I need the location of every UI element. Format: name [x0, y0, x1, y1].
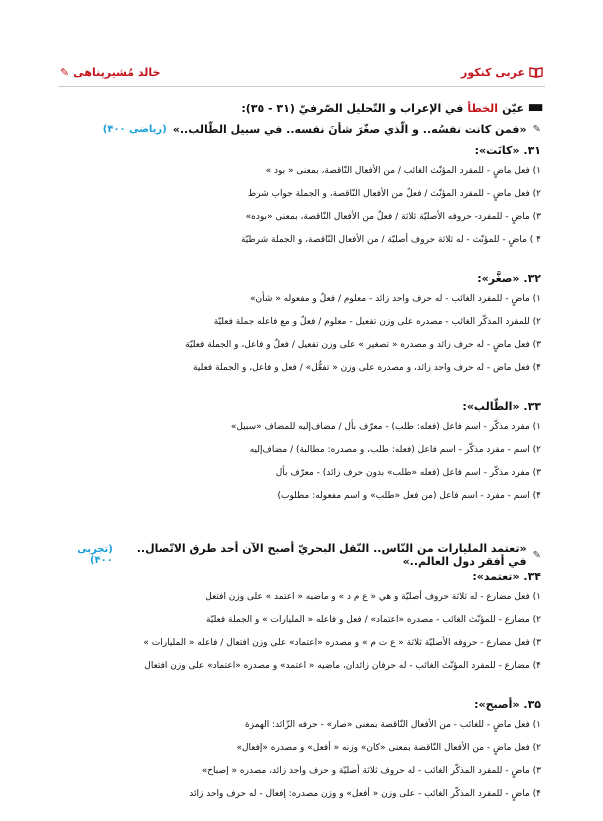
pen-icon: ✎	[60, 66, 70, 79]
question-32	[64, 272, 541, 380]
subject-label: عربی کنکور	[461, 66, 525, 79]
page-header	[60, 66, 543, 86]
option-2[interactable]: ۲) فعل ماضٍ - للمفرد المؤنّث / فعلٌ من الأفعال النّاقصة، و الجملة جواب شرط	[247, 189, 541, 199]
option-4[interactable]: ۴) مضارع - للمفرد المؤنّث الغائب - له حرفان زائدان، ماضيه « اعتمد» و مصدره «اعتماد» على وزن افتعال	[144, 661, 541, 671]
question-34	[64, 570, 541, 678]
option-3[interactable]: ۳) مفرد مذكّر - اسم فاعل (فعله «طلب» بدون حرف زائد) - معرّف بأل	[275, 468, 541, 478]
option-2[interactable]: ۲) مضارع - للمؤنّث الغائب - مصدره «اعتماد» / فعل و فاعله « المليارات » و الجملة فعليّة	[206, 615, 541, 625]
option-3[interactable]: ۳) فعل ماضٍ - له حرف زائد و مصدره « تصغير » على وزن تفعيل / فعلٌ و فاعل، و الجملة فعليّة	[185, 340, 541, 350]
option-3[interactable]: ۳) ماضٍ - للمفرد المذكّر الغائب - له حروف ثلاثة أصليّة و حرف واحد زائد، مصدره « إصباح»	[201, 766, 541, 776]
question-title: ۳۲. «صغَّر»:	[477, 272, 541, 285]
passage-source: (رياضی ۴۰۰)	[102, 123, 167, 135]
spacer	[64, 252, 541, 266]
option-4[interactable]: ۴) اسم - مفرد - اسم فاعل (من فعل «طلب» و اسم مفعوله: مطلوب)	[277, 491, 541, 501]
square-bullet-icon: ■■	[527, 103, 541, 113]
question-title: ۳۴. «تعتمد»:	[472, 570, 541, 583]
spacer	[64, 508, 541, 542]
question-33	[64, 400, 541, 508]
question-title: ۳۵. «أصبح»:	[474, 698, 541, 711]
header-subject	[461, 66, 543, 79]
pen-icon: ✎	[532, 549, 541, 561]
option-1[interactable]: ۱) فعل ماضٍ - للمفرد المؤنّث الغائب / من الأفعال النّاقصة، بمعنى « بود »	[265, 166, 541, 176]
option-4[interactable]: ۴) ماضٍ - للمفرد المذكّر الغائب - على وزن « أفعل» و وزن مصدره: إفعال - له حرف واحد زائد	[189, 789, 541, 799]
passage-source: (تجربی ۴۰۰)	[77, 544, 113, 566]
option-1[interactable]: ۱) فعل ماضٍ - للغائب - من الأفعال النّاقصة بمعنى «صار» - حرفه الزّائد: الهمزة	[245, 720, 541, 730]
option-1[interactable]: ۱) مفرد مذكّر - اسم فاعل (فعله: طلب) - معرّف بأل / مضاف‌إليه للمضاف «سبيل»	[230, 422, 541, 432]
pen-icon: ✎	[532, 123, 541, 135]
passage-2	[64, 542, 541, 568]
option-1[interactable]: ۱) فعل مضارع - له ثلاثة حروف أصليّة و هي « ع م د » و ماضيه « اعتمد » على وزن افتعل	[205, 592, 541, 602]
passage-1	[64, 120, 541, 138]
option-1[interactable]: ۱) ماضٍ - للمفرد الغائب - له حرف واحد زائد - معلوم / فعلٌ و مفعوله « شأن»	[250, 294, 541, 304]
option-2[interactable]: ۲) فعل ماضٍ - من الأفعال النّاقصة بمعنى «كان» وزنه « أفعل» و مصدره «إفعال»	[236, 743, 541, 753]
question-31	[64, 144, 541, 252]
main-content	[64, 100, 541, 806]
author-label: خالد مُشیرپناهی	[73, 66, 161, 79]
option-2[interactable]: ۲) اسم - مفرد مذكّر - اسم فاعل (فعله: طلب، و مصدره: مطالبة) / مضاف‌إليه	[249, 445, 541, 455]
question-title: ۳۳. «الطّالب»:	[462, 400, 541, 413]
spacer	[64, 380, 541, 394]
header-divider	[58, 86, 545, 87]
question-35	[64, 698, 541, 806]
option-4[interactable]: ۴ ) ماضٍ - للمؤنّث - له ثلاثة حروف أصليّة / من الأفعال النّاقصة، و الجملة شرطيّة	[240, 235, 541, 245]
option-2[interactable]: ۲) للمفرد المذكّر الغائب - مصدره على وزن تفعيل - معلوم / فعلٌ و مع فاعله جملة فعليّة	[213, 317, 541, 327]
instruction-prefix: عیّن	[502, 101, 524, 115]
instruction-rest: في الإعراب و التّحليل الصّرفيّ (٣١ - ٣٥):	[241, 101, 464, 115]
option-3[interactable]: ۳) فعل مضارع - حروفه الأصليّة ثلاثة « ع ت م » و مصدره «اعتماد» على وزن افتعال / فاعله « المليارات »	[143, 638, 541, 648]
passage-text: «فمن كانت نفسُه.. و الّذي صغّرَ شأنَ نفسه.. في سبيل الطّالب..»	[172, 122, 527, 136]
option-3[interactable]: ۳) ماضٍ - للمفرد- حروفه الأصليّة ثلاثة / فعلٌ من الأفعال النّاقصة، بمعنى «بوده»	[245, 212, 541, 222]
header-author	[60, 66, 160, 79]
book-icon	[529, 67, 543, 78]
instruction-highlight: الخطأ	[467, 101, 499, 115]
question-title: ۳۱. «كانَت»:	[474, 144, 541, 157]
passage-text: «تعتمد المليارات من النّاس.. النّقل البحريّ أصبح الآن أحد طرق الاتّصال.. في أفقر دول العالم..»	[136, 542, 527, 568]
spacer	[64, 678, 541, 692]
instruction-line	[64, 100, 541, 116]
option-4[interactable]: ۴) فعل ماض - له حرف واحد زائد، و مصدره على وزن « تفعُّل» / فعل و فاعل، و الجملة فعلية	[193, 363, 541, 373]
